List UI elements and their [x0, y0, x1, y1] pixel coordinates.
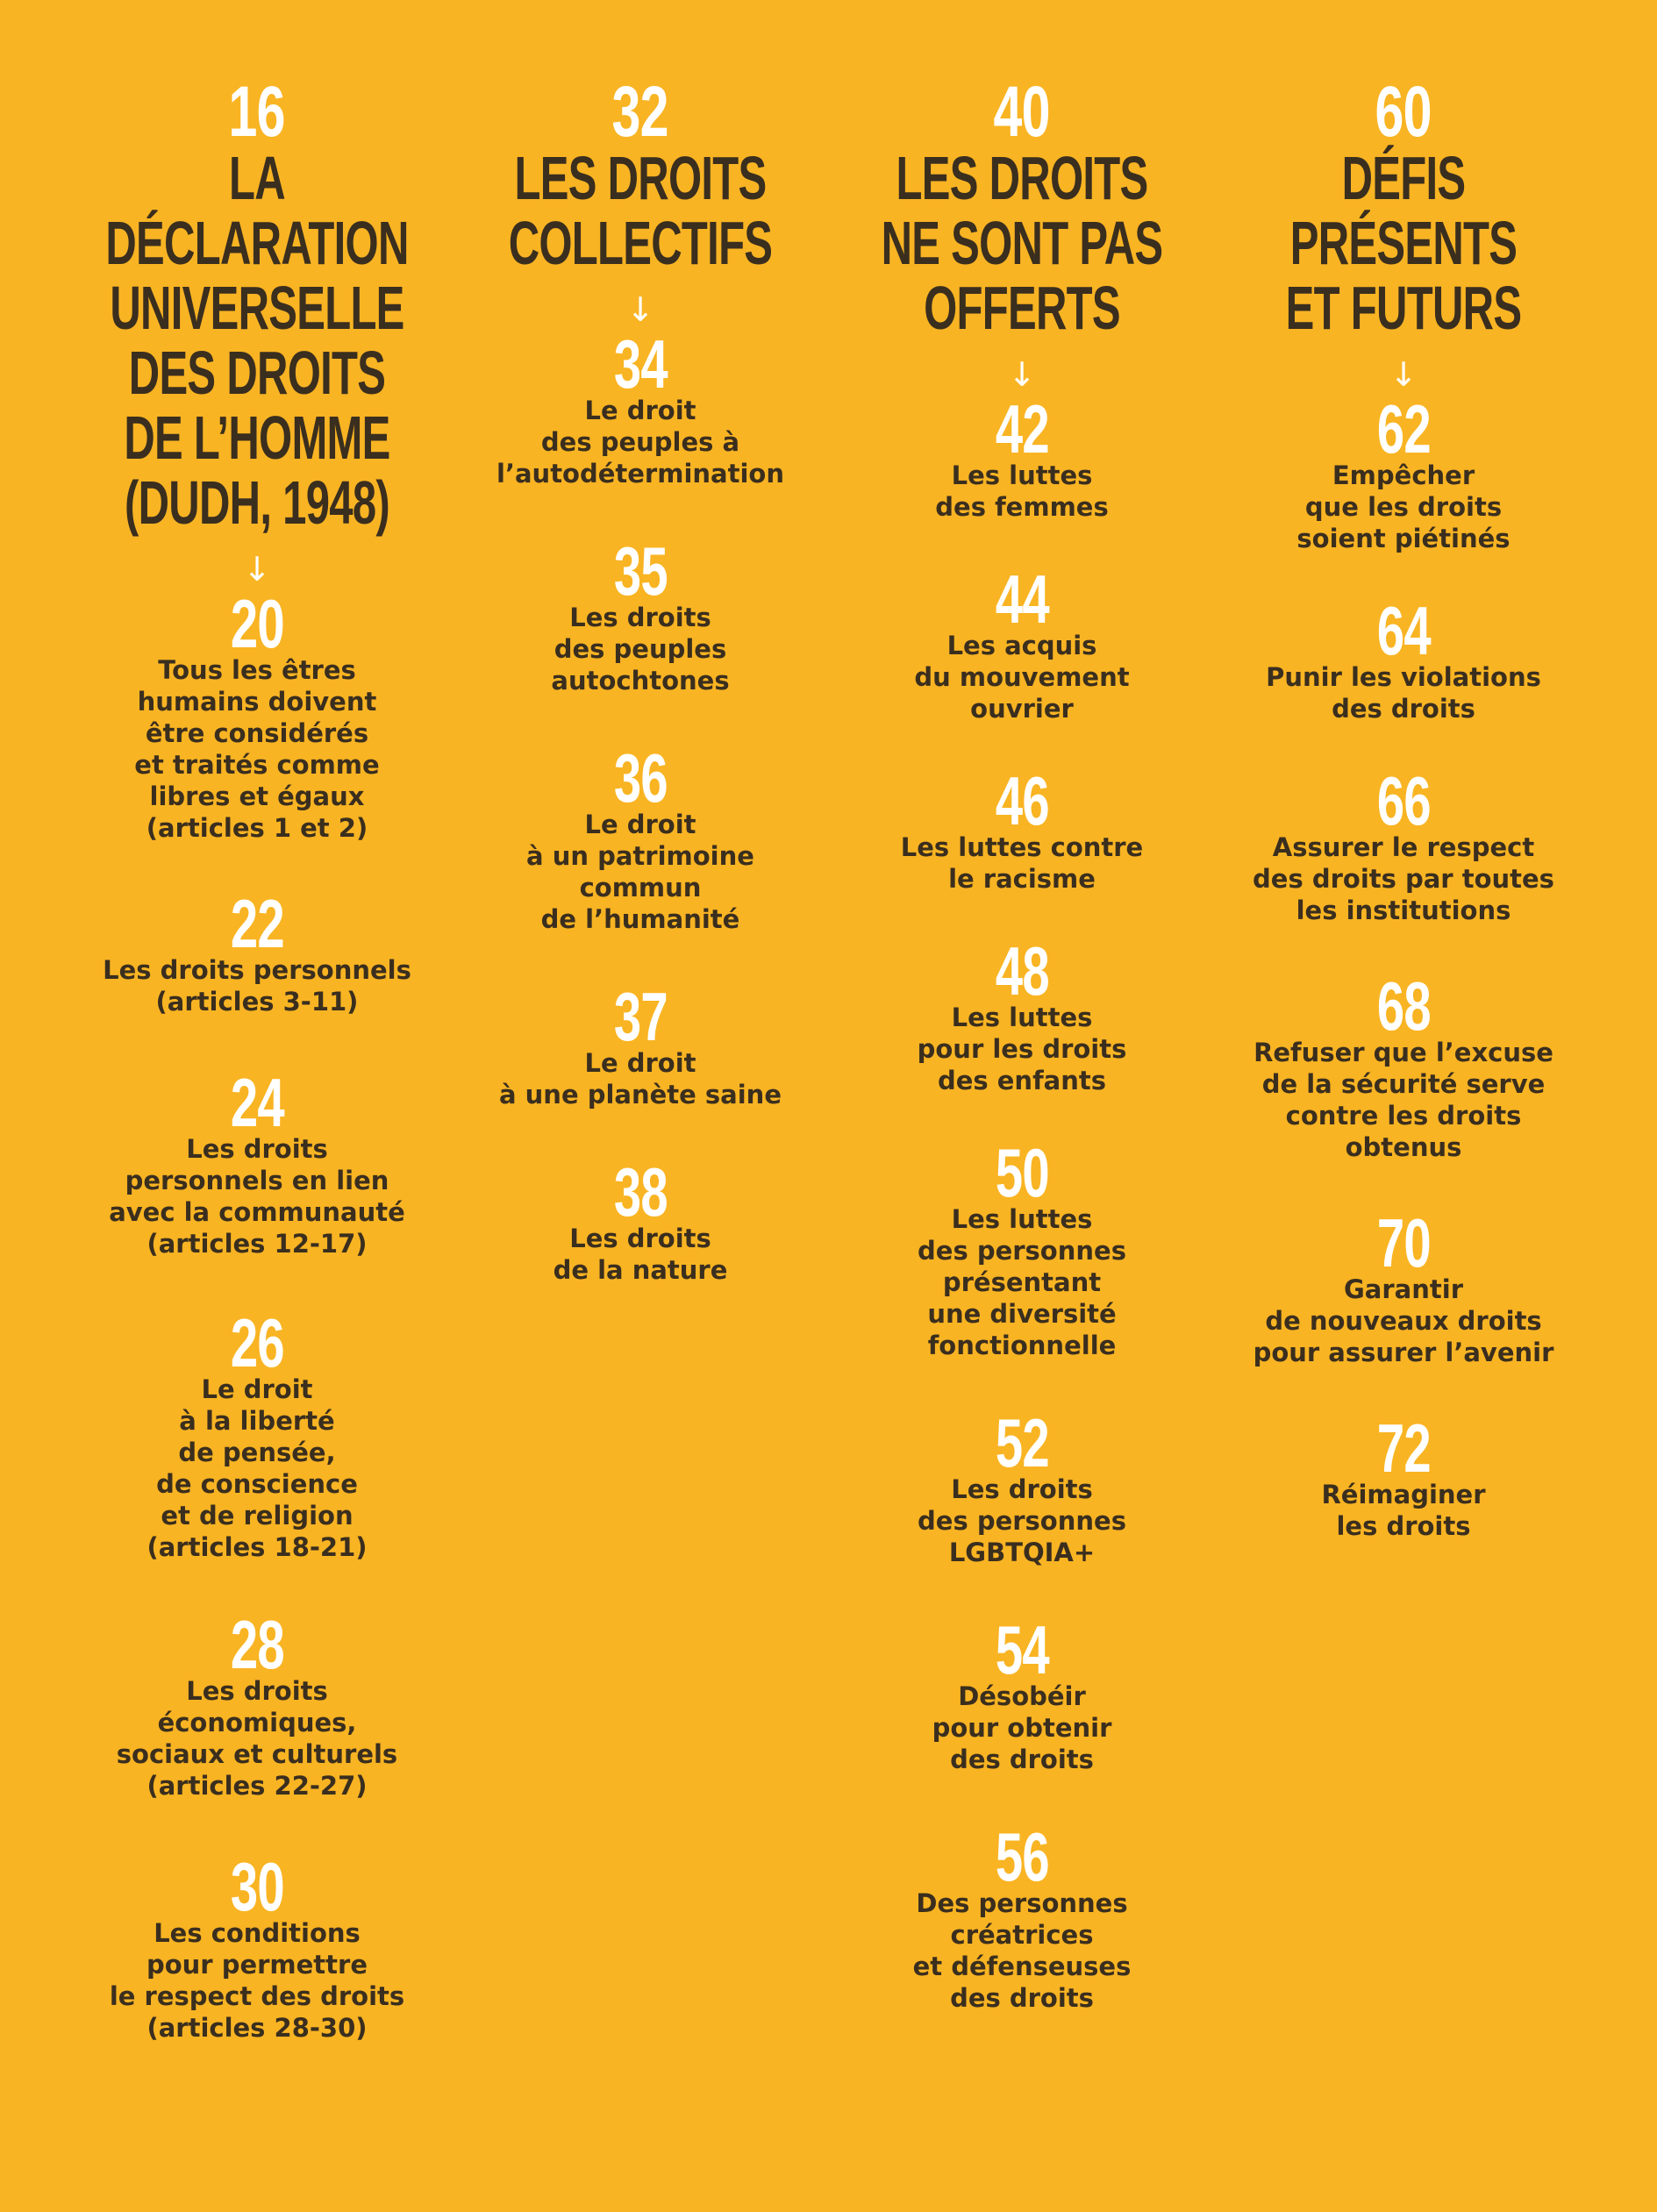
toc-entry[interactable] — [846, 762, 1197, 895]
toc-entry[interactable] — [82, 885, 432, 1017]
entry-title: Les acquis du mouvement ouvrier — [914, 631, 1130, 724]
toc-entry[interactable] — [82, 585, 432, 844]
entry-page-number: 42 — [995, 390, 1049, 467]
entry-title: Les droits des personnes LGBTQIA+ — [918, 1474, 1126, 1567]
entry-page-number: 72 — [1376, 1409, 1431, 1487]
entry-page-number: 44 — [995, 560, 1049, 638]
entry-title: Le droit à un patrimoine commun de l’humanité — [526, 810, 754, 934]
toc-entry[interactable] — [846, 1818, 1197, 2014]
toc-entry[interactable] — [846, 932, 1197, 1096]
entry-page-number: 35 — [613, 532, 668, 610]
entry-title: Le droit à la liberté de pensée, de conscience et de religion (articles 18-21) — [146, 1374, 368, 1562]
arrow-down-icon: ↓ — [1008, 355, 1036, 394]
toc-entry[interactable] — [1228, 1409, 1579, 1542]
entry-title: Des personnes créatrices et défenseuses des droits — [912, 1888, 1132, 2013]
entry-title: Les luttes pour les droits des enfants — [917, 1003, 1127, 1095]
entry-page-number: 66 — [1376, 762, 1431, 839]
entry-page-number: 20 — [230, 585, 284, 662]
entry-page-number: 50 — [995, 1134, 1049, 1211]
toc-entry[interactable] — [465, 532, 816, 696]
toc-entry[interactable] — [1228, 592, 1579, 724]
toc-entry[interactable] — [82, 1064, 432, 1259]
entry-title: Les droits personnels (articles 3-11) — [103, 955, 411, 1017]
section-title: LES DROITS NE SONT PAS OFFERTS — [881, 144, 1163, 342]
entry-title: Les luttes des femmes — [935, 460, 1109, 522]
entry-page-number: 70 — [1376, 1204, 1431, 1281]
toc-entry[interactable] — [1228, 762, 1579, 926]
entry-title: Les droits économiques, sociaux et culturels (articles 22-27) — [116, 1676, 398, 1801]
toc-entry[interactable] — [846, 1134, 1197, 1361]
entry-page-number: 62 — [1376, 390, 1431, 467]
entry-title: Désobéir pour obtenir des droits — [932, 1681, 1112, 1774]
section-title: DÉFIS PRÉSENTS ET FUTURS — [1285, 144, 1522, 342]
entry-page-number: 30 — [230, 1848, 284, 1925]
entry-page-number: 48 — [995, 932, 1049, 1010]
toc-entry[interactable] — [82, 1848, 432, 2044]
entry-page-number: 38 — [613, 1153, 668, 1231]
toc-entry[interactable] — [846, 390, 1197, 523]
entry-page-number: 64 — [1376, 592, 1431, 669]
entry-page-number: 46 — [995, 762, 1049, 839]
entry-title: Garantir de nouveaux droits pour assurer l’avenir — [1253, 1274, 1554, 1367]
section-title: LA DÉCLARATION UNIVERSELLE DES DROITS DE L’HOMME (DUDH, 1948) — [105, 144, 409, 537]
section-page-number: 60 — [1375, 72, 1432, 152]
section-page-number: 32 — [611, 72, 669, 152]
toc-entry[interactable] — [846, 560, 1197, 724]
entry-page-number: 28 — [230, 1606, 284, 1683]
arrow-down-icon: ↓ — [243, 550, 271, 589]
toc-entry[interactable] — [82, 1606, 432, 1802]
entry-title: Refuser que l’excuse de la sécurité serve contre les droits obtenus — [1253, 1038, 1553, 1162]
entry-page-number: 24 — [230, 1064, 284, 1141]
entry-title: Punir les violations des droits — [1266, 662, 1541, 724]
entry-page-number: 22 — [230, 885, 284, 962]
entry-title: Les droits de la nature — [553, 1224, 728, 1285]
arrow-down-icon: ↓ — [1389, 355, 1418, 394]
toc-column-3 — [846, 72, 1197, 2014]
toc-column-1 — [82, 72, 432, 2044]
entry-page-number: 56 — [995, 1818, 1049, 1895]
entry-page-number: 37 — [613, 978, 668, 1055]
entry-title: Empêcher que les droits soient piétinés — [1296, 460, 1511, 553]
entry-title: Tous les êtres humains doivent être considérés et traités comme libres et égaux (articles 1 et 2) — [134, 655, 380, 843]
entry-title: Réimaginer les droits — [1321, 1480, 1486, 1541]
entry-page-number: 34 — [613, 325, 668, 403]
entry-page-number: 26 — [230, 1304, 284, 1381]
toc-column-4 — [1228, 72, 1579, 1542]
toc-entry[interactable] — [465, 739, 816, 935]
toc-entry[interactable] — [846, 1611, 1197, 1775]
entry-page-number: 52 — [995, 1404, 1049, 1481]
toc-column-2 — [465, 72, 816, 1286]
toc-entry[interactable] — [1228, 967, 1579, 1163]
toc-entry[interactable] — [465, 325, 816, 489]
entry-title: Les luttes contre le racisme — [900, 832, 1144, 894]
entry-title: Le droit à une planète saine — [498, 1048, 782, 1110]
entry-page-number: 68 — [1376, 967, 1431, 1045]
entry-title: Les droits personnels en lien avec la communauté (articles 12-17) — [109, 1134, 405, 1259]
entry-page-number: 36 — [613, 739, 668, 817]
toc-entry[interactable] — [82, 1304, 432, 1563]
toc-entry[interactable] — [1228, 1204, 1579, 1368]
toc-entry[interactable] — [465, 978, 816, 1110]
toc-entry[interactable] — [465, 1153, 816, 1286]
entry-title: Assurer le respect des droits par toutes les institutions — [1253, 832, 1554, 925]
toc-entry[interactable] — [1228, 390, 1579, 554]
arrow-down-icon: ↓ — [626, 290, 654, 329]
entry-title: Les droits des peuples autochtones — [551, 603, 730, 696]
section-page-number: 16 — [228, 72, 286, 152]
section-page-number: 40 — [993, 72, 1051, 152]
toc-entry[interactable] — [846, 1404, 1197, 1568]
entry-title: Les luttes des personnes présentant une diversité fonctionnelle — [918, 1204, 1126, 1360]
entry-title: Le droit des peuples à l’autodétermination — [496, 396, 784, 489]
entry-page-number: 54 — [995, 1611, 1049, 1688]
section-title: LES DROITS COLLECTIFS — [508, 144, 773, 277]
entry-title: Les conditions pour permettre le respect des droits (articles 28-30) — [109, 1918, 405, 2043]
